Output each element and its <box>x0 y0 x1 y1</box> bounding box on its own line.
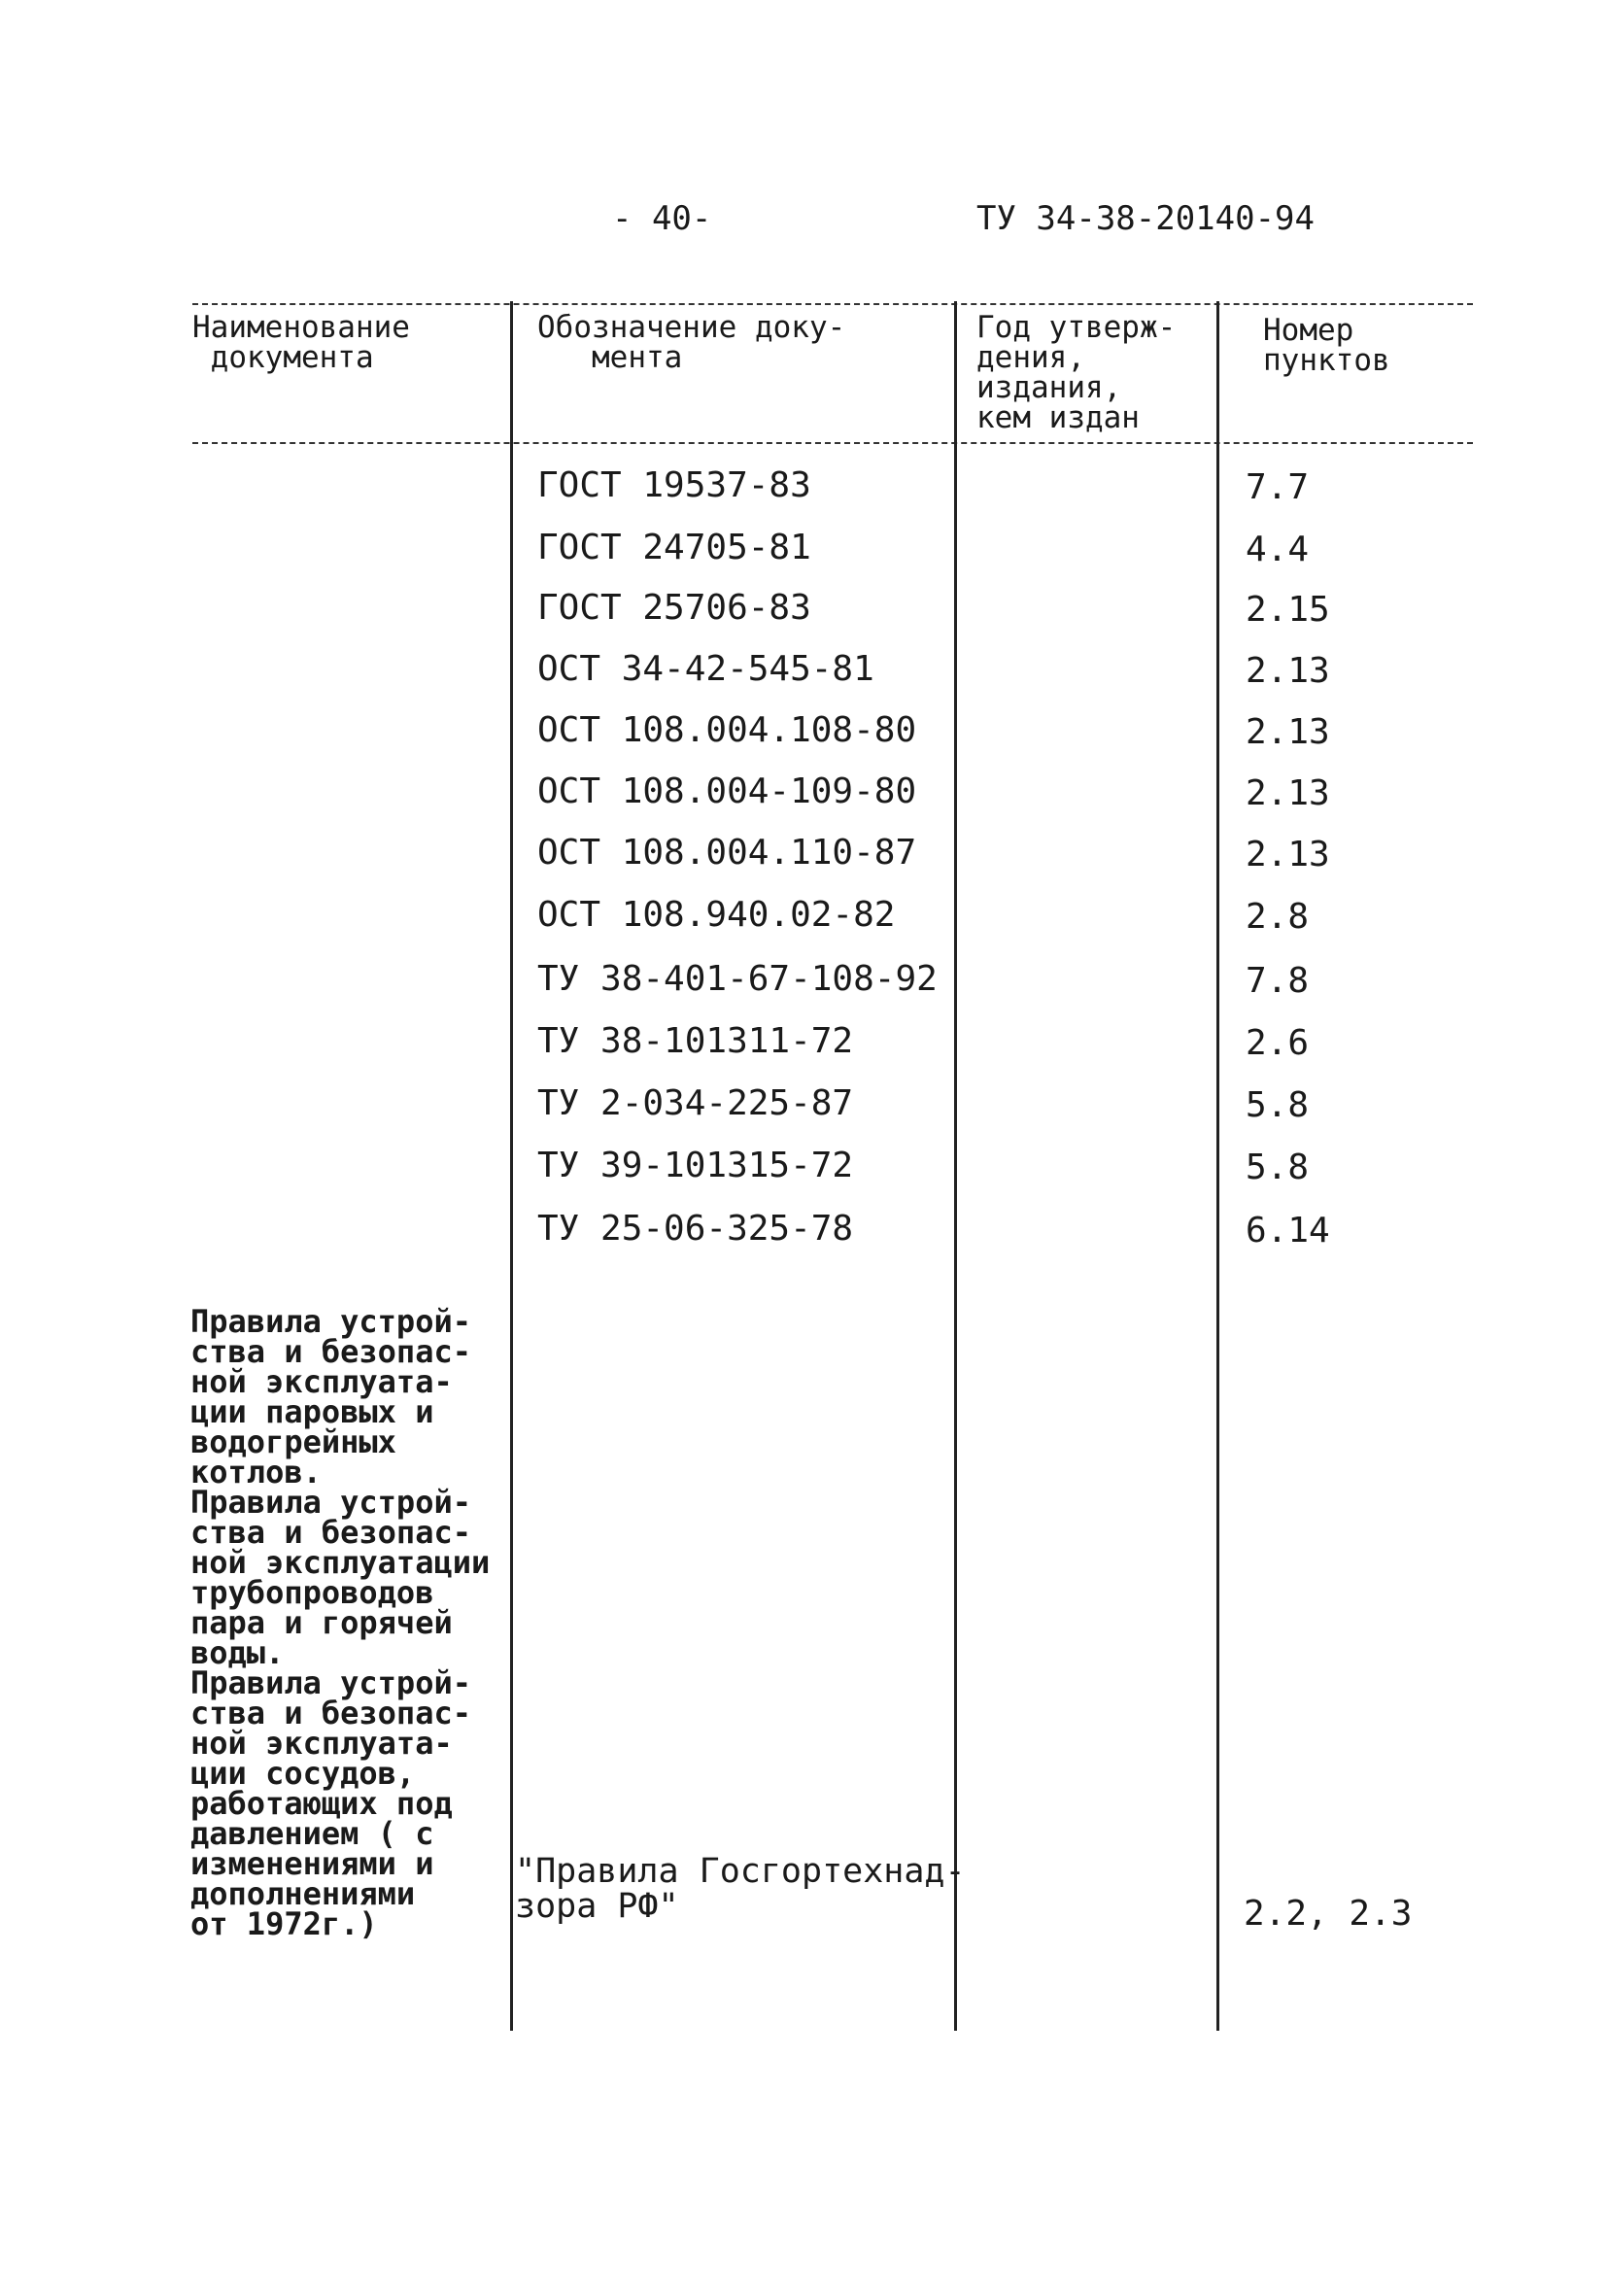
column-divider-1 <box>510 301 513 2031</box>
table-row-items: 2.15 <box>1246 590 1330 630</box>
regulations-designation-text: "Правила Госгортехнад- зора РФ" <box>515 1852 966 1926</box>
table-row-items: 7.8 <box>1246 961 1310 1001</box>
table-row-designation: ОСТ 108.004.110-87 <box>537 833 917 873</box>
table-row-items: 5.8 <box>1246 1148 1310 1187</box>
column-header-name: Наименование документа <box>192 310 410 375</box>
table-row-items: 2.8 <box>1246 897 1310 937</box>
table-row-designation: ТУ 25-06-325-78 <box>537 1209 854 1249</box>
table-row-designation: ТУ 38-101311-72 <box>537 1021 854 1061</box>
column-header-items: Номер пунктов <box>1263 313 1390 378</box>
table-row-designation: ГОСТ 19537-83 <box>537 465 811 505</box>
table-row-designation: ТУ 38-401-67-108-92 <box>537 959 938 999</box>
table-row-designation: ОСТ 108.004-109-80 <box>537 771 917 811</box>
table-row-designation: ОСТ 108.940.02-82 <box>537 895 896 935</box>
table-row-designation: ГОСТ 25706-83 <box>537 588 811 628</box>
table-row-designation: ТУ 39-101315-72 <box>537 1146 854 1185</box>
table-row-designation: ТУ 2-034-225-87 <box>537 1083 854 1123</box>
table-top-rule <box>192 303 1473 305</box>
table-row-items: 6.14 <box>1246 1211 1330 1251</box>
table-row-items: 2.13 <box>1246 773 1330 813</box>
table-row-designation: ГОСТ 24705-81 <box>537 528 811 567</box>
regulations-items-text: 2.2, 2.3 <box>1244 1894 1413 1934</box>
column-header-year: Год утверж- дения, издания, кем издан <box>976 310 1177 435</box>
table-row-items: 4.4 <box>1246 530 1310 569</box>
table-row-items: 7.7 <box>1246 467 1310 507</box>
table-row-items: 2.13 <box>1246 712 1330 752</box>
table-row-items: 2.13 <box>1246 651 1330 691</box>
table-row-items: 2.6 <box>1246 1023 1310 1063</box>
table-row-designation: ОСТ 34-42-545-81 <box>537 649 874 689</box>
page-number: - 40- <box>612 199 712 238</box>
regulations-name-text: Правила устрой- ства и безопас- ной эксплуата- ции паровых и водогрейных котлов. Правила устрой- ства и безопас- ной эксплуатации трубопроводов пара и горячей воды. Правила устрой- ства и безопас- ной эксплуата- ции сосудов, работающих под давлением ( с изменениями и дополнениями от 1972г.) <box>190 1303 491 1942</box>
column-header-designation: Обозначение доку- мента <box>537 310 846 375</box>
table-row-items: 2.13 <box>1246 835 1330 874</box>
document-code: ТУ 34-38-20140-94 <box>976 199 1315 238</box>
column-divider-3 <box>1216 301 1219 2031</box>
table-row-designation: ОСТ 108.004.108-80 <box>537 710 917 750</box>
table-row-items: 5.8 <box>1246 1085 1310 1125</box>
table-header-rule <box>192 442 1473 444</box>
column-divider-2 <box>954 301 957 2031</box>
